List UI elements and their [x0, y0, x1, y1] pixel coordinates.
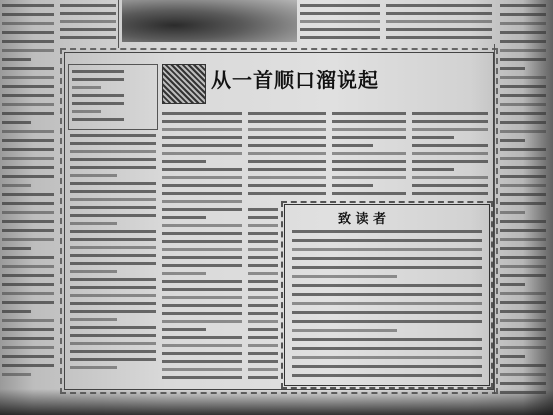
text-line [60, 4, 116, 7]
text-line [70, 174, 117, 177]
text-line [162, 152, 242, 155]
text-line [248, 208, 278, 211]
text-line [332, 168, 406, 171]
text-line [162, 368, 242, 371]
text-line [500, 220, 546, 223]
text-line [70, 262, 156, 265]
text-line [500, 157, 546, 160]
text-line [70, 270, 117, 273]
news-photo [122, 0, 297, 42]
text-line [162, 312, 242, 315]
text-line [2, 103, 54, 106]
text-line [162, 280, 242, 283]
text-line [72, 86, 101, 89]
text-line [248, 168, 326, 171]
text-line [386, 4, 492, 7]
text-line [70, 310, 156, 313]
text-line [248, 304, 278, 307]
text-line [332, 160, 406, 163]
text-line [500, 31, 546, 34]
text-line [248, 176, 326, 179]
text-line [2, 49, 54, 52]
text-line [162, 352, 242, 355]
page-shadow-bottom [0, 389, 553, 415]
text-line [70, 190, 156, 193]
text-line [412, 144, 488, 147]
text-line [2, 94, 54, 97]
text-line [500, 319, 546, 322]
text-line [300, 4, 380, 7]
text-line [2, 247, 31, 250]
text-line [248, 144, 326, 147]
text-line [2, 31, 54, 34]
text-line [412, 184, 488, 187]
text-line [412, 168, 454, 171]
text-line [248, 264, 278, 267]
text-line [332, 112, 406, 115]
text-line [332, 176, 406, 179]
text-line [2, 148, 54, 151]
text-line [500, 382, 546, 385]
text-line [500, 265, 546, 268]
text-line [500, 238, 546, 241]
text-line [292, 347, 482, 350]
text-line [500, 139, 525, 142]
text-line [162, 160, 206, 163]
text-line [412, 176, 488, 179]
text-line [248, 240, 278, 243]
text-line [292, 239, 482, 242]
text-line [300, 20, 380, 23]
text-line [2, 229, 54, 232]
text-line [2, 283, 54, 286]
text-line [70, 214, 156, 217]
text-line [72, 102, 124, 105]
text-line [162, 136, 242, 139]
text-line [2, 220, 54, 223]
text-line [332, 128, 406, 131]
text-line [292, 311, 482, 314]
text-line [2, 292, 54, 295]
text-line [386, 12, 492, 15]
text-line [412, 160, 488, 163]
text-line [412, 120, 488, 123]
text-line [162, 304, 242, 307]
text-line [412, 192, 488, 195]
text-line [2, 85, 54, 88]
column-rule [494, 44, 495, 394]
text-line [2, 274, 54, 277]
text-line [2, 346, 54, 349]
text-line [500, 94, 546, 97]
text-line [162, 320, 242, 323]
text-line [162, 344, 242, 347]
text-line [248, 288, 278, 291]
text-line [162, 216, 206, 219]
text-line [292, 374, 482, 377]
text-line [162, 112, 242, 115]
text-line [500, 22, 546, 25]
text-line [292, 293, 482, 296]
text-line [70, 366, 117, 369]
text-line [162, 232, 242, 235]
text-line [500, 310, 546, 313]
text-line [248, 312, 278, 315]
text-line [70, 230, 156, 233]
text-line [248, 160, 326, 163]
text-line [70, 142, 156, 145]
text-line [70, 334, 156, 337]
text-line [248, 272, 278, 275]
text-line [70, 158, 156, 161]
text-line [2, 211, 54, 214]
text-line [2, 4, 54, 7]
text-line [72, 94, 124, 97]
text-line [2, 130, 54, 133]
text-line [162, 248, 242, 251]
text-line [2, 373, 31, 376]
text-line [2, 265, 54, 268]
text-line [162, 376, 242, 379]
text-line [70, 254, 156, 257]
text-line [248, 376, 278, 379]
text-line [70, 342, 156, 345]
text-line [2, 76, 54, 79]
text-line [386, 28, 492, 31]
text-line [72, 118, 124, 121]
text-line [248, 232, 278, 235]
text-line [162, 224, 242, 227]
text-line [248, 152, 326, 155]
text-line [162, 328, 206, 331]
text-line [500, 337, 546, 340]
text-line [248, 192, 326, 195]
text-line [70, 134, 156, 137]
text-line [70, 150, 156, 153]
text-line [162, 176, 242, 179]
text-line [248, 184, 326, 187]
text-line [2, 301, 54, 304]
text-line [500, 130, 546, 133]
text-line [2, 238, 54, 241]
text-line [2, 139, 54, 142]
text-line [70, 350, 156, 353]
text-line [332, 120, 406, 123]
text-line [500, 13, 546, 16]
text-line [60, 36, 116, 39]
text-line [70, 166, 156, 169]
text-line [386, 20, 492, 23]
text-line [162, 256, 242, 259]
text-line [248, 256, 278, 259]
text-line [500, 346, 546, 349]
text-line [162, 360, 242, 363]
text-line [70, 294, 156, 297]
text-line [412, 128, 488, 131]
text-line [292, 230, 482, 233]
text-line [2, 337, 54, 340]
text-line [500, 76, 546, 79]
text-line [2, 40, 54, 43]
text-line [162, 128, 242, 131]
text-line [70, 358, 156, 361]
text-line [2, 175, 54, 178]
text-line [2, 22, 54, 25]
text-line [248, 320, 278, 323]
text-line [70, 326, 156, 329]
adjacent-column-left [0, 0, 58, 415]
text-line [2, 166, 54, 169]
text-line [292, 338, 482, 341]
text-line [70, 198, 156, 201]
text-line [162, 240, 242, 243]
text-line [60, 12, 116, 15]
text-line [248, 280, 278, 283]
text-line [162, 208, 242, 211]
text-line [292, 284, 482, 287]
text-line [60, 20, 116, 23]
text-line [72, 110, 101, 113]
text-line [500, 391, 546, 394]
text-line [332, 152, 406, 155]
text-line [2, 256, 54, 259]
text-line [300, 12, 380, 15]
text-line [500, 166, 546, 169]
text-line [162, 296, 242, 299]
text-line [162, 192, 242, 195]
text-line [412, 136, 454, 139]
text-line [2, 193, 54, 196]
text-line [500, 292, 546, 295]
text-line [248, 120, 326, 123]
text-line [248, 136, 326, 139]
text-line [500, 175, 546, 178]
text-line [162, 184, 242, 187]
text-line [500, 211, 525, 214]
text-line [70, 286, 156, 289]
text-line [248, 360, 278, 363]
text-line [248, 328, 278, 331]
text-line [248, 368, 278, 371]
text-line [248, 248, 278, 251]
text-line [2, 355, 54, 358]
text-line [292, 248, 482, 251]
text-line [292, 257, 482, 260]
text-line [70, 222, 117, 225]
text-line [292, 329, 397, 332]
text-line [500, 301, 546, 304]
text-line [500, 247, 546, 250]
text-line [292, 266, 482, 269]
text-line [72, 78, 124, 81]
text-line [500, 40, 546, 43]
text-line [60, 28, 116, 31]
text-line [2, 157, 54, 160]
page-shadow-right [523, 0, 553, 415]
text-line [500, 103, 546, 106]
text-line [70, 182, 156, 185]
article-emblem [162, 64, 206, 104]
text-line [248, 344, 278, 347]
text-line [162, 264, 242, 267]
text-line [300, 28, 380, 31]
text-line [500, 184, 546, 187]
text-line [292, 302, 482, 305]
text-line [2, 328, 54, 331]
text-line [248, 336, 278, 339]
text-line [248, 224, 278, 227]
column-rule [118, 0, 119, 48]
text-line [332, 192, 406, 195]
text-line [500, 328, 546, 331]
text-line [292, 365, 482, 368]
text-line [292, 275, 397, 278]
text-line [500, 283, 525, 286]
text-line [500, 112, 546, 115]
text-line [70, 318, 117, 321]
text-line [2, 67, 54, 70]
text-line [2, 202, 54, 205]
text-line [500, 274, 546, 277]
text-line [500, 364, 546, 367]
text-line [2, 319, 54, 322]
text-line [162, 168, 242, 171]
text-line [2, 58, 31, 61]
text-line [386, 36, 492, 39]
text-line [292, 356, 482, 359]
text-line [70, 206, 156, 209]
text-line [70, 278, 156, 281]
text-line [248, 296, 278, 299]
text-line [500, 355, 525, 358]
text-line [2, 184, 31, 187]
text-line [500, 121, 546, 124]
text-line [70, 246, 156, 249]
text-line [162, 272, 206, 275]
text-line [500, 58, 546, 61]
text-line [500, 373, 546, 376]
text-line [500, 4, 546, 7]
text-line [70, 302, 156, 305]
text-line [300, 36, 380, 39]
text-line [248, 128, 326, 131]
text-line [70, 238, 156, 241]
text-line [2, 310, 31, 313]
text-line [500, 49, 546, 52]
text-line [162, 144, 242, 147]
text-line [412, 112, 488, 115]
text-line [162, 336, 242, 339]
text-line [332, 144, 373, 147]
text-line [2, 121, 31, 124]
text-line [72, 70, 124, 73]
text-line [500, 85, 546, 88]
text-line [2, 13, 54, 16]
text-line [2, 112, 54, 115]
text-line [162, 200, 242, 203]
text-line [248, 216, 278, 219]
text-line [248, 352, 278, 355]
text-line [162, 120, 242, 123]
text-line [500, 256, 546, 259]
notice-title: 致 读 者 [338, 212, 387, 227]
text-line [332, 184, 373, 187]
text-line [500, 229, 546, 232]
text-line [500, 67, 525, 70]
text-line [2, 364, 54, 367]
text-line [500, 202, 546, 205]
text-line [332, 136, 406, 139]
text-line [500, 193, 546, 196]
text-line [248, 112, 326, 115]
text-line [500, 148, 546, 151]
text-line [162, 288, 242, 291]
text-line [412, 152, 488, 155]
text-line [292, 320, 482, 323]
article-headline: 从一首顺口溜说起 [211, 68, 379, 92]
